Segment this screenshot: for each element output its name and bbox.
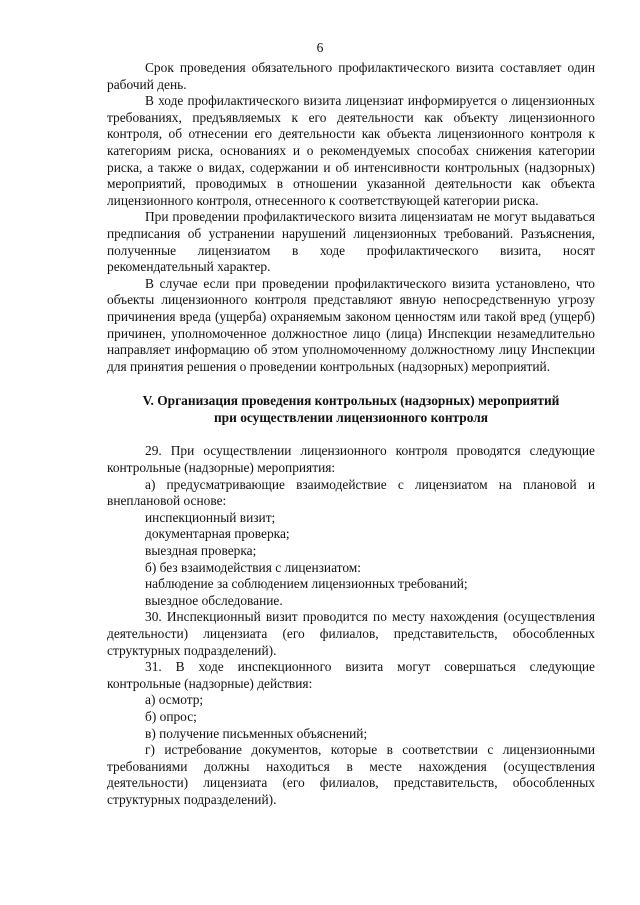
section-heading-line-1: V. Организация проведения контрольных (надзорных) мероприятий [142, 393, 560, 409]
clause-29-a: а) предусматривающие взаимодействие с лицензиатом на плановой и внеплановой основе: [107, 476, 595, 509]
document-body [107, 60, 595, 809]
paragraph-immediate-threat: В случае если при проведении профилактического визита установлено, что объекты лицензионного контроля представляют явную непосредственную угрозу причинения вреда (ущерба) охраняемым законом ценностям или такой вред (ущерб) причинен, уполномоченное должностное лицо (лица) Инспекции незамедлительно направляет информацию об этом уполномоченному должностному лицу Инспекции для принятия решения о проведении контрольных (надзорных) мероприятий. [107, 275, 595, 374]
list-item: в) получение письменных объяснений; [145, 725, 368, 741]
clause-29-b: б) без взаимодействия с лицензиатом: [145, 559, 361, 575]
section-heading-line-2: при осуществлении лицензионного контроля [213, 409, 489, 425]
clause-29: 29. При осуществлении лицензионного контроля проводятся следующие контрольные (надзорные) мероприятия: [107, 443, 595, 476]
list-item: а) осмотр; [145, 692, 204, 708]
paragraph-visit-duration: Срок проведения обязательного профилактического визита составляет один рабочий день. [107, 60, 595, 92]
list-item: наблюдение за соблюдением лицензионных требований; [145, 576, 468, 592]
page-number: 6 [316, 40, 324, 55]
clause-30: 30. Инспекционный визит проводится по месту нахождения (осуществления деятельности) лицензиата (его филиалов, представительств, обособленных структурных подразделений). [107, 609, 595, 658]
list-item: документарная проверка; [145, 526, 290, 542]
clause-31: 31. В ходе инспекционного визита могут совершаться следующие контрольные (надзорные) действия: [107, 659, 595, 691]
list-item: инспекционный визит; [145, 509, 276, 525]
list-item: выездная проверка; [145, 543, 257, 559]
list-item: г) истребование документов, которые в соответствии с лицензионными требованиями должны находиться в месте нахождения (осуществления деятельности) лицензиата (его филиалов, представительств, обособленных структурных подразделений). [107, 742, 595, 807]
section-heading [107, 393, 595, 426]
paragraph-no-orders: При проведении профилактического визита лицензиатам не могут выдаваться предписания об устранении нарушений лицензионных требований. Разъяснения, полученные лицензиатом в ходе профилактического визита, носят рекомендательный характер. [107, 209, 595, 275]
list-item: б) опрос; [145, 708, 197, 724]
paragraph-visit-information: В ходе профилактического визита лицензиат информируется о лицензионных требованиях, предъявляемых к его деятельности как объекту лицензионного контроля, об отнесении его деятельности как объекта лицензионного контроля к категориям риска, основаниях и о рекомендуемых способах снижения категории риска, а также о видах, содержании и об интенсивности контрольных (надзорных) мероприятий, проводимых в отношении указанной деятельности как объекта лицензионного контроля, отнесенного к соответствующей категории риска. [107, 93, 595, 208]
list-item: выездное обследование. [145, 592, 283, 608]
